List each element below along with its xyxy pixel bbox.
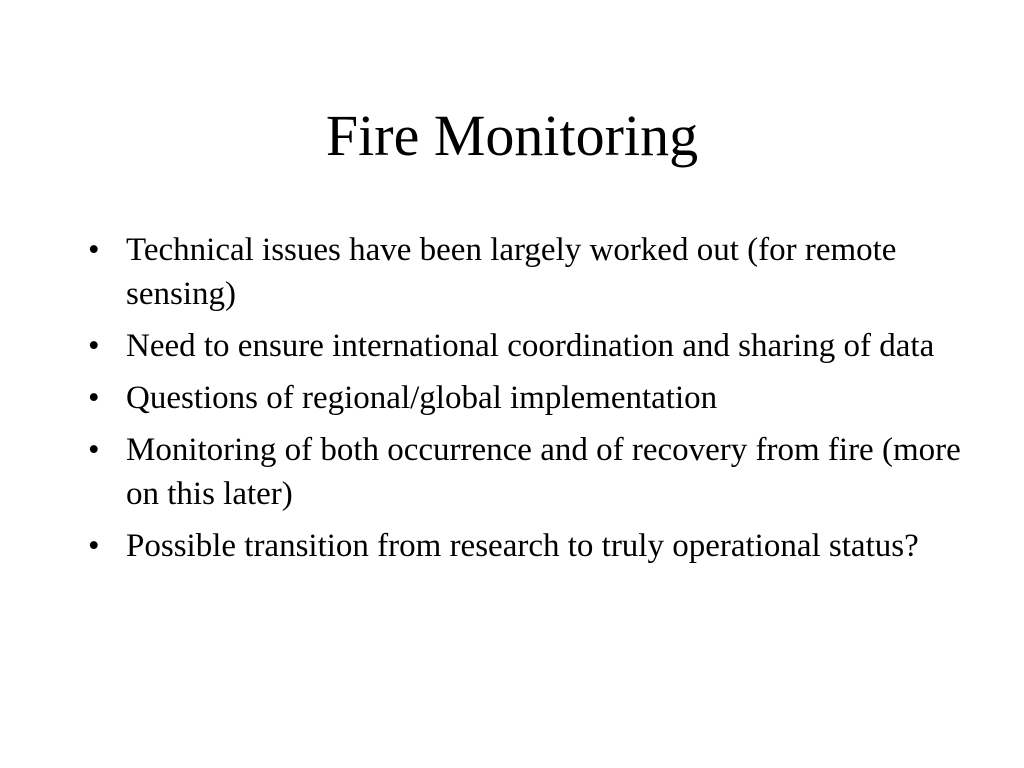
slide-title: Fire Monitoring xyxy=(325,103,699,168)
bullet-item xyxy=(88,428,968,516)
bullet-icon: • xyxy=(88,232,100,268)
bullet-item xyxy=(88,228,968,316)
bullet-item xyxy=(88,324,968,368)
bullet-icon: • xyxy=(88,432,100,468)
bullet-text: Possible transition from research to truly operational status? xyxy=(126,528,919,564)
bullet-text: Need to ensure international coordination and sharing of data xyxy=(126,328,935,364)
bullet-item xyxy=(88,524,968,568)
bullet-icon: • xyxy=(88,528,100,564)
bullet-item xyxy=(88,376,968,420)
bullet-text: Monitoring of both occurrence and of recovery from fire (more on this later) xyxy=(126,432,961,512)
bullet-icon: • xyxy=(88,380,100,416)
bullet-icon: • xyxy=(88,328,100,364)
bullet-text: Technical issues have been largely worked out (for remote sensing) xyxy=(126,232,897,312)
bullet-list xyxy=(88,228,968,576)
bullet-text: Questions of regional/global implementation xyxy=(126,380,718,416)
